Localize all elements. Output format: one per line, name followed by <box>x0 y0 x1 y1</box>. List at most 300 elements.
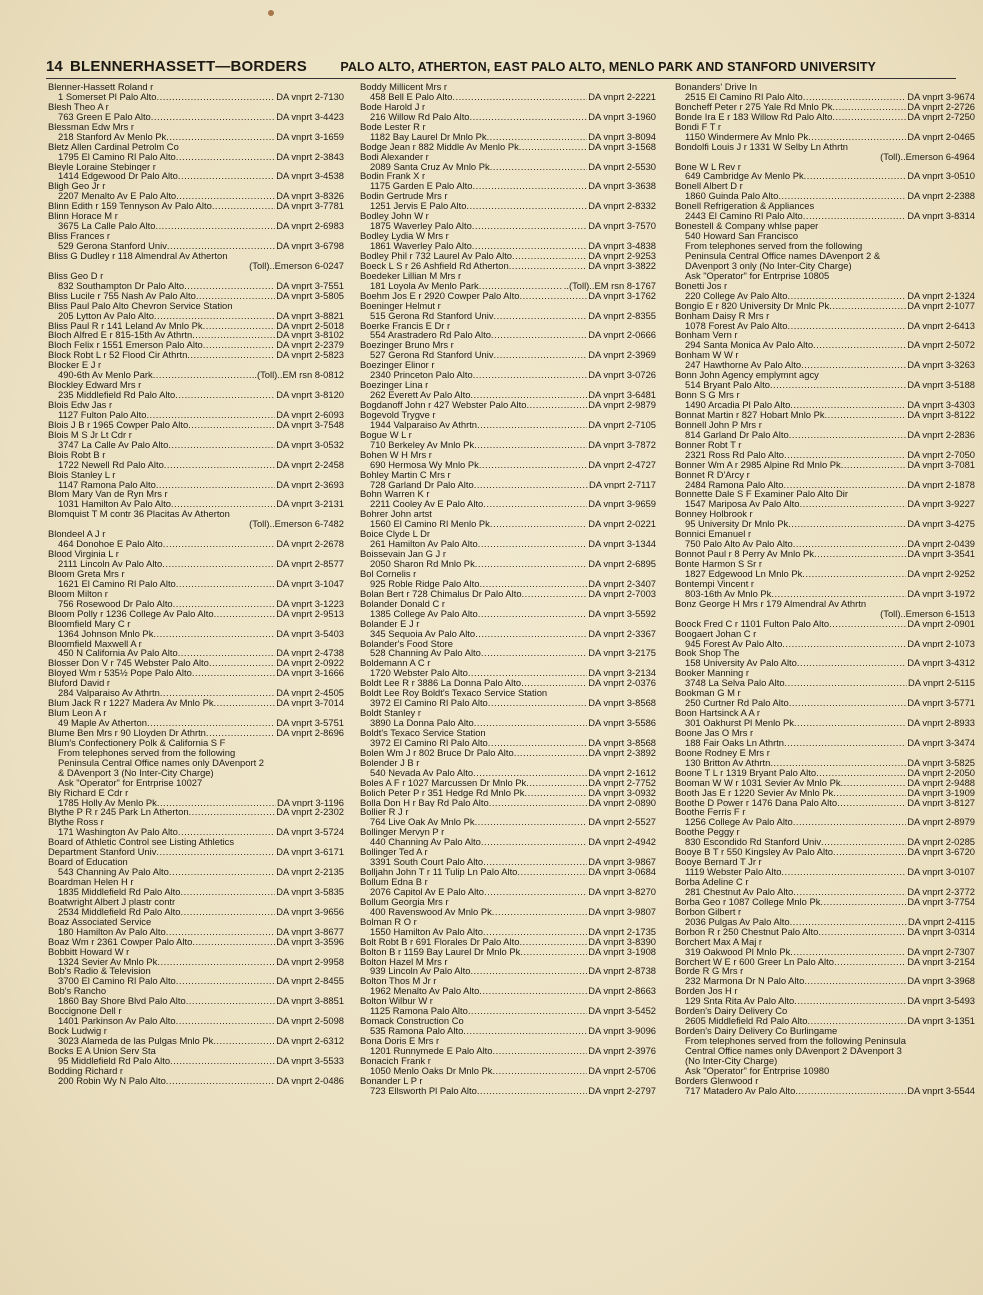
listing-text: 1127 Fulton Palo Alto <box>58 409 147 420</box>
listing-name <box>48 549 344 559</box>
listing-entry <box>48 807 344 817</box>
listing-text: Bloom Greta Mrs r <box>48 568 125 579</box>
listing-text: 1385 College Av Palo Alto <box>370 608 478 619</box>
listing-text: Bonnet R D'Arcy r <box>675 469 750 480</box>
listing-name <box>360 1056 656 1066</box>
listing-text: 1722 Newell Rd Palo Alto <box>58 459 164 470</box>
listing-entry <box>675 92 975 102</box>
listing-entry <box>675 1086 975 1096</box>
phone-number: DA vnprt 2-2302 <box>276 807 344 818</box>
listing-entry <box>360 778 656 788</box>
leader-dots <box>490 162 588 172</box>
listing-entry <box>360 480 656 490</box>
phone-number: DA vnprt 3-5533 <box>276 1055 344 1066</box>
listing-text: 514 Bryant Palo Alto <box>685 380 770 391</box>
leader-dots <box>187 350 275 360</box>
leader-dots <box>802 569 906 579</box>
phone-number: DA vnprt 3-1223 <box>276 598 344 609</box>
listing-note <box>675 271 975 281</box>
phone-number: DA vnprt 2-3843 <box>276 151 344 162</box>
listing-name <box>675 181 975 191</box>
phone-number: DA vnprt 2-8332 <box>588 201 656 212</box>
listing-text: 301 Oakhurst Pl Menlo Pk <box>685 718 794 728</box>
listing-name <box>360 708 656 718</box>
listing-entry <box>675 291 975 301</box>
leader-dots <box>475 559 587 569</box>
listing-name <box>48 738 344 748</box>
listing-entry <box>48 410 344 420</box>
phone-number: DA vnprt 2-6413 <box>907 320 975 331</box>
leader-dots <box>832 102 906 112</box>
listing-text: Boeck L S r 26 Ashfield Rd Atherton <box>360 260 509 271</box>
phone-number: DA vnprt 3-2154 <box>907 956 975 967</box>
leader-dots <box>770 758 906 768</box>
leader-dots <box>164 460 275 470</box>
phone-number: DA vnprt 2-2458 <box>276 459 344 470</box>
listing-text: Bluford David r <box>48 678 111 689</box>
phone-number: DA vnprt 3-0107 <box>907 867 975 877</box>
leader-dots <box>477 420 587 430</box>
listing-text: Boldt Stanley r <box>360 708 421 718</box>
listing-text: Bock Ludwig r <box>48 1026 107 1036</box>
leader-dots <box>178 648 276 658</box>
listing-note <box>675 261 975 271</box>
phone-number: DA vnprt 3-7872 <box>588 439 656 450</box>
listing-name <box>675 1006 975 1016</box>
phone-number: DA vnprt 3-0684 <box>588 867 656 877</box>
listing-name <box>675 390 975 400</box>
listing-name <box>360 569 656 579</box>
leader-dots <box>521 678 587 688</box>
listing-note <box>675 1036 975 1046</box>
listing-text: 1550 Hamilton Av Palo Alto <box>370 926 483 937</box>
leader-dots <box>793 539 907 549</box>
listing-text: Boncheff Peter r 275 Yale Rd Mnlo Pk <box>675 101 833 112</box>
listing-text: Blessman Edw Mrs r <box>48 121 134 132</box>
phone-number: DA vnprt 3-9674 <box>907 91 975 102</box>
listing-entry <box>48 559 344 569</box>
leader-dots <box>176 1016 276 1026</box>
listing-entry <box>48 201 344 211</box>
listing-text: 216 Willow Rd Palo Alto <box>370 111 470 122</box>
listing-entry <box>48 92 344 102</box>
listing-text: 3748 La Selva Palo Alto <box>685 678 785 689</box>
phone-number: DA vnprt 2-3693 <box>276 479 344 490</box>
listing-text: (No Inter-City Charge) <box>685 1055 778 1066</box>
listing-text: Bollum Georgia Mrs r <box>360 896 449 907</box>
leader-dots <box>837 798 906 808</box>
listing-text: Blume Ben Mrs r 90 Lloyden Dr Athrtn <box>48 727 206 738</box>
phone-number: DA vnprt 3-9656 <box>276 906 344 917</box>
leader-dots <box>196 291 275 301</box>
listing-entry <box>48 668 344 678</box>
listing-name <box>48 986 344 996</box>
leader-dots <box>157 92 276 102</box>
leader-dots <box>188 420 275 430</box>
listing-entry <box>48 281 344 291</box>
listing-text: Bonn S G Mrs r <box>675 390 740 400</box>
phone-number: DA vnprt 3-1666 <box>276 668 344 679</box>
leader-dots <box>169 867 275 877</box>
listing-text: 710 Berkeley Av Mnlo Pk <box>370 439 475 450</box>
listing-entry <box>360 986 656 996</box>
listing-entry <box>360 241 656 251</box>
listing-entry <box>675 658 975 668</box>
phone-number: DA vnprt 3-8326 <box>276 191 344 202</box>
listing-text: Boldt Lee R r 3886 La Donna Palo Alto <box>360 678 522 689</box>
listing-text: Bliss Geo D r <box>48 270 104 281</box>
listing-entry <box>675 678 975 688</box>
phone-number: DA vnprt 3-7781 <box>276 201 344 212</box>
listing-entry <box>360 907 656 917</box>
phone-number: DA vnprt 2-1735 <box>588 926 656 937</box>
leader-dots <box>807 1016 906 1026</box>
listing-entry <box>48 927 344 937</box>
leader-dots <box>833 788 906 798</box>
leader-dots <box>176 191 275 201</box>
listing-text: 540 Nevada Av Palo Alto <box>370 767 474 778</box>
listing-entry <box>360 927 656 937</box>
phone-number: DA vnprt 2-7307 <box>907 946 975 957</box>
listing-text: Blois Edw Jas r <box>48 400 113 410</box>
listing-text: 2111 Lincoln Av Palo Alto <box>58 559 163 569</box>
listing-text: 925 Roble Ridge Palo Alto <box>370 578 480 589</box>
listing-text: 1050 Menlo Oaks Dr Mnlo Pk <box>370 1065 493 1076</box>
listing-text: Bonestell & Company whlse paper <box>675 221 819 232</box>
listing-note <box>675 231 975 241</box>
phone-number: DA vnprt 2-6093 <box>276 409 344 420</box>
listing-text: Bloom Milton r <box>48 588 108 599</box>
listing-entry <box>675 569 975 579</box>
phone-number: DA vnprt 3-0510 <box>907 171 975 182</box>
leader-dots <box>793 817 907 827</box>
phone-number: DA vnprt 3-5751 <box>276 718 344 728</box>
listing-text: 205 Lytton Av Palo Alto <box>58 310 154 321</box>
phone-number: DA vnprt 2-0465 <box>907 131 975 142</box>
listing-text: Borders Glenwood r <box>675 1075 759 1086</box>
listing-text: Bongio E r 820 University Dr Mnlc Pk <box>675 300 830 311</box>
listing-text: 1031 Hamilton Av Palo Alto <box>58 499 171 510</box>
phone-number: DA vnprt 3-3638 <box>588 181 656 192</box>
listing-text: Blum's Confectionery Polk & California S F <box>48 737 226 748</box>
leader-dots <box>473 370 588 380</box>
listing-entry <box>360 499 656 509</box>
listing-entry <box>48 191 344 201</box>
phone-number: DA vnprt 3-5592 <box>588 608 656 619</box>
leader-dots <box>512 251 587 261</box>
listing-text: Boldemann A C r <box>360 658 431 669</box>
listing-text: Bleyle Loraine Stebinger r <box>48 161 156 172</box>
phone-number: DA vnprt 2-1077 <box>907 300 975 311</box>
phone-number: DA vnprt 2-5115 <box>907 678 975 689</box>
listing-text: 2321 Ross Rd Palo Alto <box>685 449 785 460</box>
leader-dots <box>192 937 275 947</box>
listing-name <box>360 847 656 857</box>
listing-text: 1560 El Camino Rl Menlo Pk <box>370 519 490 530</box>
phone-number: DA vnprt 2-2726 <box>907 101 975 112</box>
listing-name <box>360 529 656 539</box>
listing-text: 1125 Ramona Palo Alto <box>370 1006 468 1017</box>
listing-text: 171 Washington Av Palo Alto <box>58 827 178 838</box>
leader-dots <box>171 499 275 509</box>
page-title: BLENNERHASSETT—BORDERS <box>70 58 307 75</box>
page-number: 14 <box>46 58 63 75</box>
leader-dots <box>153 370 251 380</box>
listing-entry <box>360 539 656 549</box>
listing-entry <box>675 639 975 649</box>
listing-name <box>360 509 656 519</box>
listing-text: Bonde Ira E r 183 Willow Rd Palo Alto <box>675 111 833 122</box>
listing-note <box>48 778 344 788</box>
listing-text: 939 Lincoln Av Palo Alto <box>370 966 471 977</box>
listing-text: Bode Lester R r <box>360 121 426 132</box>
listing-entry <box>675 549 975 559</box>
leader-dots <box>189 807 276 817</box>
listing-text: 2443 El Camino Rl Palo Alto <box>685 211 803 222</box>
phone-number: DA vnprt 2-1073 <box>907 638 975 649</box>
listing-text: Bonn John Agency emplymnt agcy <box>675 370 819 381</box>
listing-name <box>48 430 344 440</box>
listing-entry <box>675 589 975 599</box>
listing-entry <box>48 976 344 986</box>
leader-dots <box>526 778 587 788</box>
leader-dots <box>186 996 276 1006</box>
leader-dots <box>841 460 907 470</box>
listing-text: 1490 Arcadia Pl Palo Alto <box>685 400 791 410</box>
listing-text: 1827 Edgewood Ln Mnlo Pk <box>685 568 803 579</box>
listing-text: 649 Cambridge Av Menlo Pk <box>685 171 804 182</box>
listing-entry <box>360 648 656 658</box>
listing-text: Bolan Bert r 728 Chimalus Dr Palo Alto <box>360 588 522 599</box>
leader-dots <box>833 847 906 857</box>
listing-name <box>360 122 656 132</box>
listing-name <box>675 440 975 450</box>
listing-name <box>360 152 656 162</box>
phone-number: DA vnprt 2-4942 <box>588 837 656 848</box>
listing-entry <box>360 460 656 470</box>
phone-number: DA vnprt 2-4505 <box>276 688 344 699</box>
listing-text: Bollinger Ted A r <box>360 847 428 858</box>
leader-dots <box>483 857 587 867</box>
listing-text: 235 Middlefield Rd Palo Alto <box>58 390 176 400</box>
leader-dots <box>214 609 276 619</box>
listing-name <box>360 688 656 698</box>
phone-number: DA vnprt 2-9252 <box>907 568 975 579</box>
listing-note <box>48 758 344 768</box>
phone-number: DA vnprt 3-3596 <box>276 936 344 947</box>
phone-number: DA vnprt 2-0486 <box>276 1075 344 1086</box>
leader-dots <box>804 976 906 986</box>
leader-dots <box>154 311 275 321</box>
listing-text: Bogevold Trygve r <box>360 409 436 420</box>
leader-dots <box>788 519 906 529</box>
listing-name <box>675 807 975 817</box>
listing-text: Boatwright Albert J plastr contr <box>48 896 176 907</box>
leader-dots <box>794 996 906 1006</box>
leader-dots <box>832 112 906 122</box>
phone-number: DA vnprt 2-3976 <box>588 1045 656 1056</box>
leader-dots <box>519 937 587 947</box>
listing-text: Blockley Edward Mrs r <box>48 380 142 391</box>
leader-dots <box>509 261 588 271</box>
listing-name <box>360 807 656 817</box>
phone-number: DA vnprt 2-9488 <box>907 777 975 788</box>
phone-number: DA vnprt 3-8120 <box>276 390 344 400</box>
listing-text: Bol Cornelis r <box>360 568 417 579</box>
listing-text: 3890 La Donna Palo Alto <box>370 718 474 728</box>
listing-entry <box>360 390 656 400</box>
listing-entry <box>48 609 344 619</box>
listing-text: Blenner-Hassett Roland r <box>48 82 154 92</box>
phone-number: DA vnprt 2-1324 <box>907 290 975 301</box>
leader-dots <box>155 221 275 231</box>
listing-text: From telephones served from the following <box>685 241 863 251</box>
leader-dots <box>488 698 587 708</box>
leader-dots <box>176 976 275 986</box>
phone-number: DA vnprt 2-3367 <box>588 628 656 639</box>
listing-name <box>675 330 975 340</box>
listing-entry <box>360 837 656 847</box>
listing-text: Borden's Dairy Delivery Co <box>675 1006 788 1017</box>
listing-entry <box>360 1086 656 1096</box>
listing-text: Boeninger Helmut r <box>360 300 441 311</box>
phone-number: DA vnprt 3-1909 <box>907 787 975 798</box>
phone-number: DA vnprt 2-2797 <box>588 1085 656 1096</box>
listing-text: 281 Chestnut Av Palo Alto <box>685 886 794 897</box>
listing-text: 1150 Windermere Av Mnlo Pk <box>685 131 809 142</box>
listing-text: 129 Snta Rita Av Palo Alto <box>685 996 795 1007</box>
listing-text: 3391 South Court Palo Alto <box>370 857 484 868</box>
listing-text: (Toll)..Emerson 6-4964 <box>880 151 975 162</box>
leader-dots <box>163 539 275 549</box>
listing-text: Bogue W L r <box>360 429 412 440</box>
listing-text: Bolander E J r <box>360 618 420 629</box>
listing-text: Boldt Lee Roy Boldt's Texaco Service Station <box>360 688 548 699</box>
listing-name <box>675 599 975 609</box>
listing-text: Bolander Donald C r <box>360 598 445 609</box>
listing-name <box>675 509 975 519</box>
listing-text: 1861 Waverley Palo Alto <box>370 241 472 251</box>
leader-dots <box>166 1076 275 1086</box>
listing-text: 717 Matadero Av Palo Alto <box>685 1085 796 1096</box>
listing-entry <box>48 1016 344 1026</box>
listing-text: Bob's Rancho <box>48 986 107 997</box>
listing-name <box>360 450 656 460</box>
listing-text: 3972 El Camino Rl Palo Alto <box>370 698 488 709</box>
listing-text: 261 Hamilton Av Palo Alto <box>370 539 478 550</box>
leader-dots <box>166 132 275 142</box>
listing-text: Bolich Peter P r 351 Hedge Rd Mnlo Pk <box>360 787 525 798</box>
phone-number: DA vnprt 2-6983 <box>276 221 344 232</box>
phone-number: DA vnprt 3-1908 <box>588 946 656 957</box>
listing-name <box>360 917 656 927</box>
listing-entry <box>360 817 656 827</box>
listing-entry <box>675 519 975 529</box>
leader-dots <box>147 718 275 728</box>
phone-number: DA vnprt 2-0376 <box>588 678 656 689</box>
listing-text: 95 University Dr Mnlo Pk <box>685 519 789 530</box>
listing-entry <box>48 519 344 529</box>
listing-text: 1860 Bay Shore Blvd Palo Alto <box>58 996 186 1007</box>
listing-name <box>48 400 344 410</box>
leader-dots <box>829 619 906 629</box>
listing-entry <box>675 798 975 808</box>
listing-text: Bondi F T r <box>675 121 722 132</box>
listing-text: Bolander's Food Store <box>360 638 453 649</box>
phone-number: DA vnprt 3-5403 <box>276 628 344 639</box>
listing-text: Bliss Paul Palo Alto Chevron Service Station <box>48 300 233 311</box>
listing-text: 464 Donohoe E Palo Alto <box>58 539 163 550</box>
listing-note <box>675 1046 975 1056</box>
leader-dots <box>463 1026 587 1036</box>
listing-text: Blinn Edith r 159 Tennyson Av Palo Alto <box>48 201 212 212</box>
listing-entry <box>360 947 656 957</box>
leader-dots <box>789 430 907 440</box>
phone-number: ..(Toll)..EM rsn 8-0812 <box>251 370 344 381</box>
listing-text: 1147 Ramona Palo Alto <box>58 479 156 490</box>
phone-number: DA vnprt 2-2379 <box>276 340 344 351</box>
leader-dots <box>789 698 907 708</box>
phone-number: DA vnprt 2-4115 <box>907 916 975 927</box>
leader-dots <box>203 340 275 350</box>
phone-number: DA vnprt 3-8821 <box>276 310 344 321</box>
phone-number: DA vnprt 2-3772 <box>907 886 975 897</box>
listing-name <box>360 321 656 331</box>
phone-number: DA vnprt 3-4303 <box>907 400 975 410</box>
listing-text: Borbon R r 250 Chestnut Palo Alto <box>675 926 819 937</box>
listing-name <box>48 817 344 827</box>
listing-text: Boehm Jos E r 2920 Cowper Palo Alto <box>360 290 520 301</box>
phone-number: DA vnprt 2-7117 <box>588 479 656 490</box>
listing-text: Bliss Paul R r 141 Leland Av Mnlo Pk <box>48 320 203 331</box>
leader-dots <box>168 440 275 450</box>
listing-text: Boothe Ferris F r <box>675 807 746 818</box>
listing-text: 400 Ravenswood Av Mnlo Pk <box>370 906 492 917</box>
leader-dots <box>795 1086 906 1096</box>
listing-entry <box>48 221 344 231</box>
leader-dots <box>170 1056 275 1066</box>
leader-dots <box>484 887 587 897</box>
listing-entry <box>48 311 344 321</box>
listing-text: Bolman R O r <box>360 916 417 927</box>
listing-text: Bliss G Dudley r 118 Almendral Av Atherton <box>48 250 228 261</box>
listing-entry <box>360 609 656 619</box>
leader-dots <box>494 311 588 321</box>
listing-text: Boothe Peggy r <box>675 827 740 838</box>
phone-number: DA vnprt 2-5823 <box>276 350 344 361</box>
leader-dots <box>470 966 587 976</box>
phone-number: DA vnprt 3-1047 <box>276 578 344 589</box>
listing-name <box>48 877 344 887</box>
listing-name <box>360 619 656 629</box>
listing-text: Boock Fred C r 1101 Fulton Palo Alto <box>675 618 830 629</box>
listing-name <box>48 589 344 599</box>
listing-name <box>675 728 975 738</box>
listing-text: (Toll)..Emerson 6-1513 <box>880 608 975 619</box>
phone-number: DA vnprt 3-8390 <box>588 936 656 947</box>
listing-text: 2207 Menalto Av E Palo Alto <box>58 191 177 202</box>
leader-dots <box>818 927 906 937</box>
listing-entry <box>675 360 975 370</box>
listing-text: 220 College Av Palo Alto <box>685 290 788 301</box>
leader-dots <box>525 788 588 798</box>
listing-text: 763 Green E Palo Alto <box>58 111 151 122</box>
leader-dots <box>816 768 906 778</box>
listing-name <box>675 350 975 360</box>
listing-name <box>360 271 656 281</box>
leader-dots <box>175 390 275 400</box>
listing-entry <box>675 152 975 162</box>
